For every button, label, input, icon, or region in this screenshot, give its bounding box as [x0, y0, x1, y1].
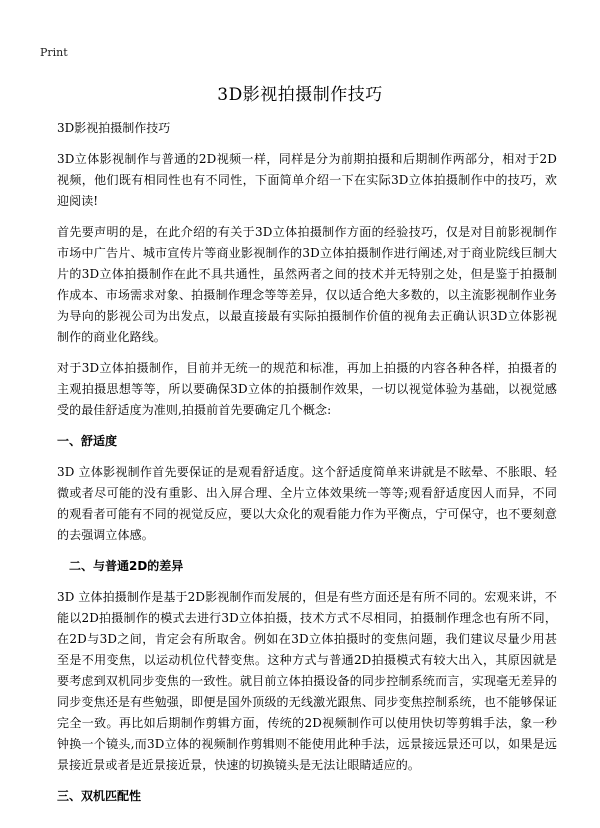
section-heading-2d-difference: 二、与普通2D的差异	[69, 559, 184, 573]
section-heading-comfort: 一、舒适度	[57, 434, 118, 448]
article-subtitle: 3D影视拍摄制作技巧	[57, 121, 171, 135]
print-link[interactable]: Print	[40, 46, 68, 59]
declaration-paragraph: 首先要声明的是，在此介绍的有关于3D立体拍摄制作方面的经验技巧，仅是对目前影视制作市场中广告片、城市宣传片等商业影视制作的3D立体拍摄制作进行阐述,对于商业院线巨制大片的3D立体拍摄制作在此不具共通性，虽然两者之间的技术并无特别之处，但是鉴于拍摄制作成本、市场需求对象、拍摄制作理念等等差异，仅以适合绝大多数的，以主流影视制作业务为导向的影视公司为出发点，以最直接最有实际拍摄制作价值的视角去正确认识3D立体影视制作的商业化路线。	[57, 225, 557, 344]
intro-paragraph: 3D立体影视制作与普通的2D视频一样，同样是分为前期拍摄和后期制作两部分，相对于2D视频，他们既有相同性也有不同性，下面简单介绍一下在实际3D立体拍摄制作中的技巧，欢迎阅读!	[57, 152, 557, 208]
section-text-2d-difference: 3D 立体拍摄制作是基于2D影视制作而发展的，但是有些方面还是有所不同的。宏观来讲，不能以2D拍摄制作的模式去进行3D立体拍摄，技术方式不尽相同，拍摄制作理念也有所不同，在2D与3D之间，肯定会有所取舍。例如在3D立体拍摄时的变焦问题，我们建议尽量少用甚至是不用变焦，以运动机位代替变焦。这种方式与普通2D拍摄模式有较大出入，其原因就是要考虑到双机同步变焦的一致性。就目前立体拍摄设备的同步控制系统而言，实现毫无差异的同步变焦还是有些勉强，即便是国外顶级的无线激光跟焦、同步变焦控制系统，也不能够保证完全一致。再比如后期制作剪辑方面，传统的2D视频制作可以使用快切等剪辑手法，象一秒钟换一个镜头,而3D立体的视频制作剪辑则不能使用此种手法，远景接远景还可以，如果是远景接近景或者是近景接近景，快速的切换镜头是无法让眼睛适应的。	[57, 590, 557, 772]
article-body	[57, 118, 557, 817]
page-title: 3D影视拍摄制作技巧	[217, 85, 383, 105]
concepts-paragraph: 对于3D立体拍摄制作，目前并无统一的规范和标准，再加上拍摄的内容各种各样，拍摄者的主观拍摄思想等等，所以要确保3D立体的拍摄制作效果，一切以视觉体验为基础，以视觉感受的最佳舒适度为准则,拍摄前首先要确定几个概念:	[57, 361, 557, 417]
section-heading-camera-matching: 三、双机匹配性	[57, 789, 142, 803]
section-text-comfort: 3D 立体影视制作首先要保证的是观看舒适度。这个舒适度简单来讲就是不眩晕、不胀眼、轻微或者尽可能的没有重影、出入屏合理、全片立体效果统一等等;观看舒适度因人而异，不同的观看者可能有不同的视觉反应，要以大众化的观看能力作为平衡点，宁可保守，也不要刻意的去强调立体感。	[57, 465, 557, 542]
